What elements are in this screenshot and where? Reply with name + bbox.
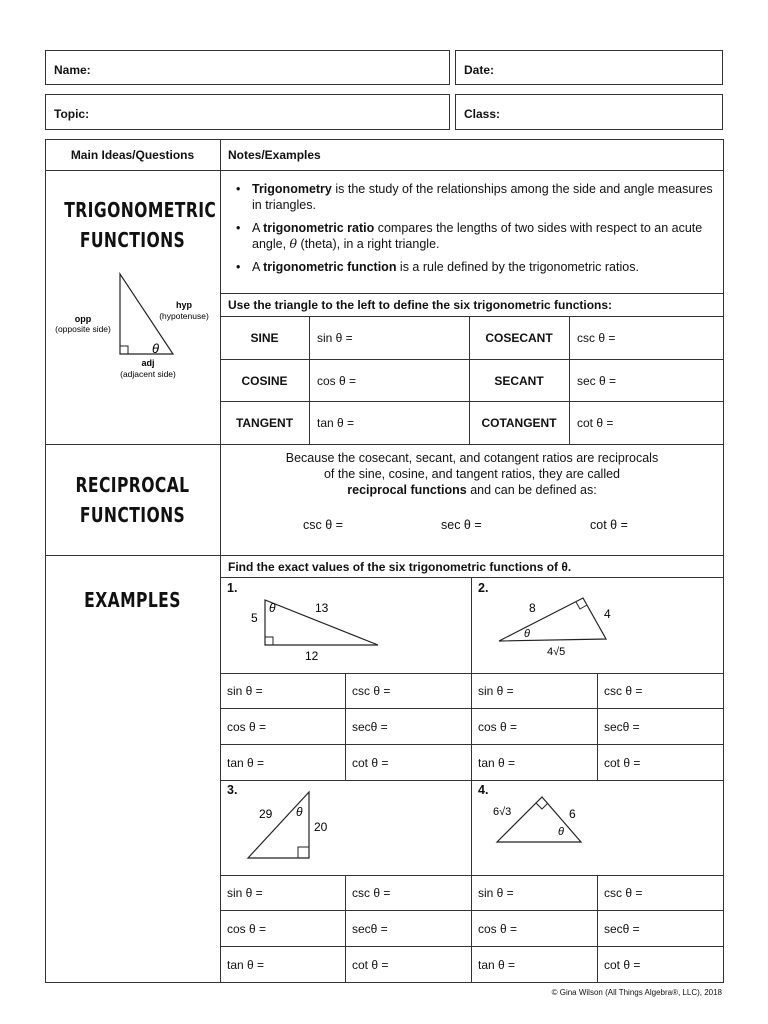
opp-label: opp: [74, 314, 92, 324]
ex2-side-c: 4√5: [547, 646, 566, 658]
cosine-name: COSINE: [241, 373, 288, 388]
cosine-answer[interactable]: cos θ =: [317, 373, 357, 388]
ex1-side-a: 5: [251, 611, 258, 625]
instruction-top-divider: [220, 293, 724, 294]
ex2-theta: θ: [524, 628, 530, 640]
trig-notes: [230, 181, 715, 282]
reciprocal-sec[interactable]: sec θ =: [441, 518, 482, 532]
ex3-theta: θ: [296, 805, 303, 819]
trig-title-line2: FUNCTIONS: [79, 228, 186, 252]
date-label: Date:: [464, 63, 495, 77]
ex2-sec[interactable]: secθ =: [604, 719, 640, 734]
ex4-csc[interactable]: csc θ =: [604, 886, 643, 900]
hyp-label: hyp: [175, 300, 193, 310]
define-instruction: Use the triangle to the left to define the six trigonometric functions:: [228, 298, 613, 312]
ex-col-line-bot-left: [345, 875, 346, 983]
main-ideas-header: Main Ideas/Questions: [70, 148, 195, 162]
ex4-cot[interactable]: cot θ =: [604, 957, 641, 972]
secant-name: SECANT: [494, 373, 544, 388]
ex1-side-b: 13: [315, 601, 329, 615]
ex1-sec[interactable]: secθ =: [352, 719, 388, 734]
name-label: Name:: [54, 63, 91, 77]
ex4-sec[interactable]: secθ =: [604, 921, 640, 936]
ex4-cos[interactable]: cos θ =: [478, 921, 518, 936]
cosecant-answer[interactable]: csc θ =: [577, 331, 616, 345]
adj-label: adj: [141, 358, 155, 368]
header-row-divider: [45, 170, 724, 171]
ex1-sin[interactable]: sin θ =: [227, 684, 263, 698]
examples-title: EXAMPLES: [84, 588, 181, 612]
ex3-csc[interactable]: csc θ =: [352, 886, 391, 900]
reciprocal-line-3: reciprocal functions and can be defined as:: [347, 483, 597, 497]
ex3-side-b: 20: [314, 820, 328, 834]
ex1-csc[interactable]: csc θ =: [352, 684, 391, 698]
ex2-cot[interactable]: cot θ =: [604, 755, 641, 770]
reciprocal-title-line1: RECIPROCAL: [75, 473, 190, 497]
ex2-csc[interactable]: csc θ =: [604, 684, 643, 698]
ex4-theta: θ: [558, 826, 564, 838]
reciprocal-line-1: Because the cosecant, secant, and cotangent ratios are reciprocals: [285, 451, 659, 465]
ex1-cos[interactable]: cos θ =: [227, 719, 267, 734]
ex1-cot[interactable]: cot θ =: [352, 755, 389, 770]
sine-answer[interactable]: sin θ =: [317, 331, 353, 345]
examples-instruction: Find the exact values of the six trigonometric functions of θ.: [228, 560, 572, 574]
reciprocal-title: [64, 470, 201, 530]
ex4-sin[interactable]: sin θ =: [478, 886, 514, 900]
ex3-cos[interactable]: cos θ =: [227, 921, 267, 936]
ex2-side-a: 8: [529, 601, 536, 615]
reference-triangle: [45, 265, 220, 390]
trig-title-line1: TRIGONOMETRIC: [64, 198, 217, 222]
example-1-triangle: [221, 578, 470, 672]
tangent-name: TANGENT: [235, 416, 294, 430]
ex-col-line-top-left: [345, 673, 346, 780]
date-field[interactable]: [455, 50, 723, 85]
adj-sub-label: (adjacent side): [120, 369, 176, 379]
reciprocal-line-2: of the sine, cosine, and tangent ratios, they are called: [323, 467, 621, 481]
ex2-side-b: 4: [604, 607, 611, 621]
ex1-tan[interactable]: tan θ =: [227, 755, 265, 770]
class-field[interactable]: [455, 94, 723, 130]
tangent-answer[interactable]: tan θ =: [317, 416, 355, 430]
ex4-side-b: 6: [569, 807, 576, 821]
example-2-number: 2.: [478, 581, 489, 595]
ex2-sin[interactable]: sin θ =: [478, 684, 514, 698]
cotangent-answer[interactable]: cot θ =: [577, 416, 614, 430]
cosecant-name: COSECANT: [485, 331, 553, 345]
hyp-sub-label: (hypotenuse): [159, 311, 209, 321]
reciprocal-title-line2: FUNCTIONS: [79, 503, 186, 527]
secant-answer[interactable]: sec θ =: [577, 373, 617, 388]
fn-grid-col-line-1: [309, 316, 310, 444]
copyright-footer: © Gina Wilson (All Things Algebra®, LLC), 2018: [551, 988, 722, 997]
reciprocal-cot[interactable]: cot θ =: [590, 518, 628, 532]
ref-theta: θ: [152, 341, 160, 356]
note-trigonometry: • Trigonometry is the study of the relationships among the side and angle measures in triangles.: [230, 181, 715, 213]
example-3-number: 3.: [227, 783, 238, 797]
ex3-tan[interactable]: tan θ =: [227, 957, 265, 972]
name-field[interactable]: [45, 50, 450, 85]
ex3-sec[interactable]: secθ =: [352, 921, 388, 936]
fn-grid-col-line-3: [569, 316, 570, 444]
ex3-sin[interactable]: sin θ =: [227, 886, 263, 900]
class-label: Class:: [464, 107, 501, 121]
ex3-side-a: 29: [259, 807, 273, 821]
trig-title: [64, 195, 217, 255]
ex2-tan[interactable]: tan θ =: [478, 755, 516, 770]
topic-label: Topic:: [54, 107, 90, 121]
ex-col-line-top-right: [597, 673, 598, 780]
example-3-triangle: [221, 781, 470, 874]
section-divider-2: [45, 555, 724, 556]
ex4-tan[interactable]: tan θ =: [478, 957, 516, 972]
example-4-triangle: [472, 781, 723, 874]
example-1-number: 1.: [227, 581, 238, 595]
reciprocal-csc[interactable]: csc θ =: [303, 518, 343, 532]
notes-examples-header: Notes/Examples: [228, 148, 321, 162]
sine-name: SINE: [250, 331, 279, 345]
section-divider-1: [45, 444, 724, 445]
ex4-side-a: 6√3: [493, 806, 512, 818]
example-2-triangle: [472, 578, 723, 672]
cotangent-name: COTANGENT: [481, 416, 557, 430]
opp-sub-label: (opposite side): [55, 324, 111, 334]
ex1-theta: θ: [269, 601, 276, 615]
note-trig-ratio: • A trigonometric ratio compares the lengths of two sides with respect to an acute angle, θ (theta), in a right triangle.: [230, 220, 715, 252]
ex2-cos[interactable]: cos θ =: [478, 719, 518, 734]
reciprocal-explanation: [220, 450, 724, 498]
example-4-number: 4.: [478, 783, 489, 797]
ex1-side-c: 12: [305, 649, 319, 663]
ex3-cot[interactable]: cot θ =: [352, 957, 389, 972]
ex-col-line-bot-right: [597, 875, 598, 983]
topic-field[interactable]: [45, 94, 450, 130]
note-trig-function: • A trigonometric function is a rule defined by the trigonometric ratios.: [230, 259, 715, 275]
